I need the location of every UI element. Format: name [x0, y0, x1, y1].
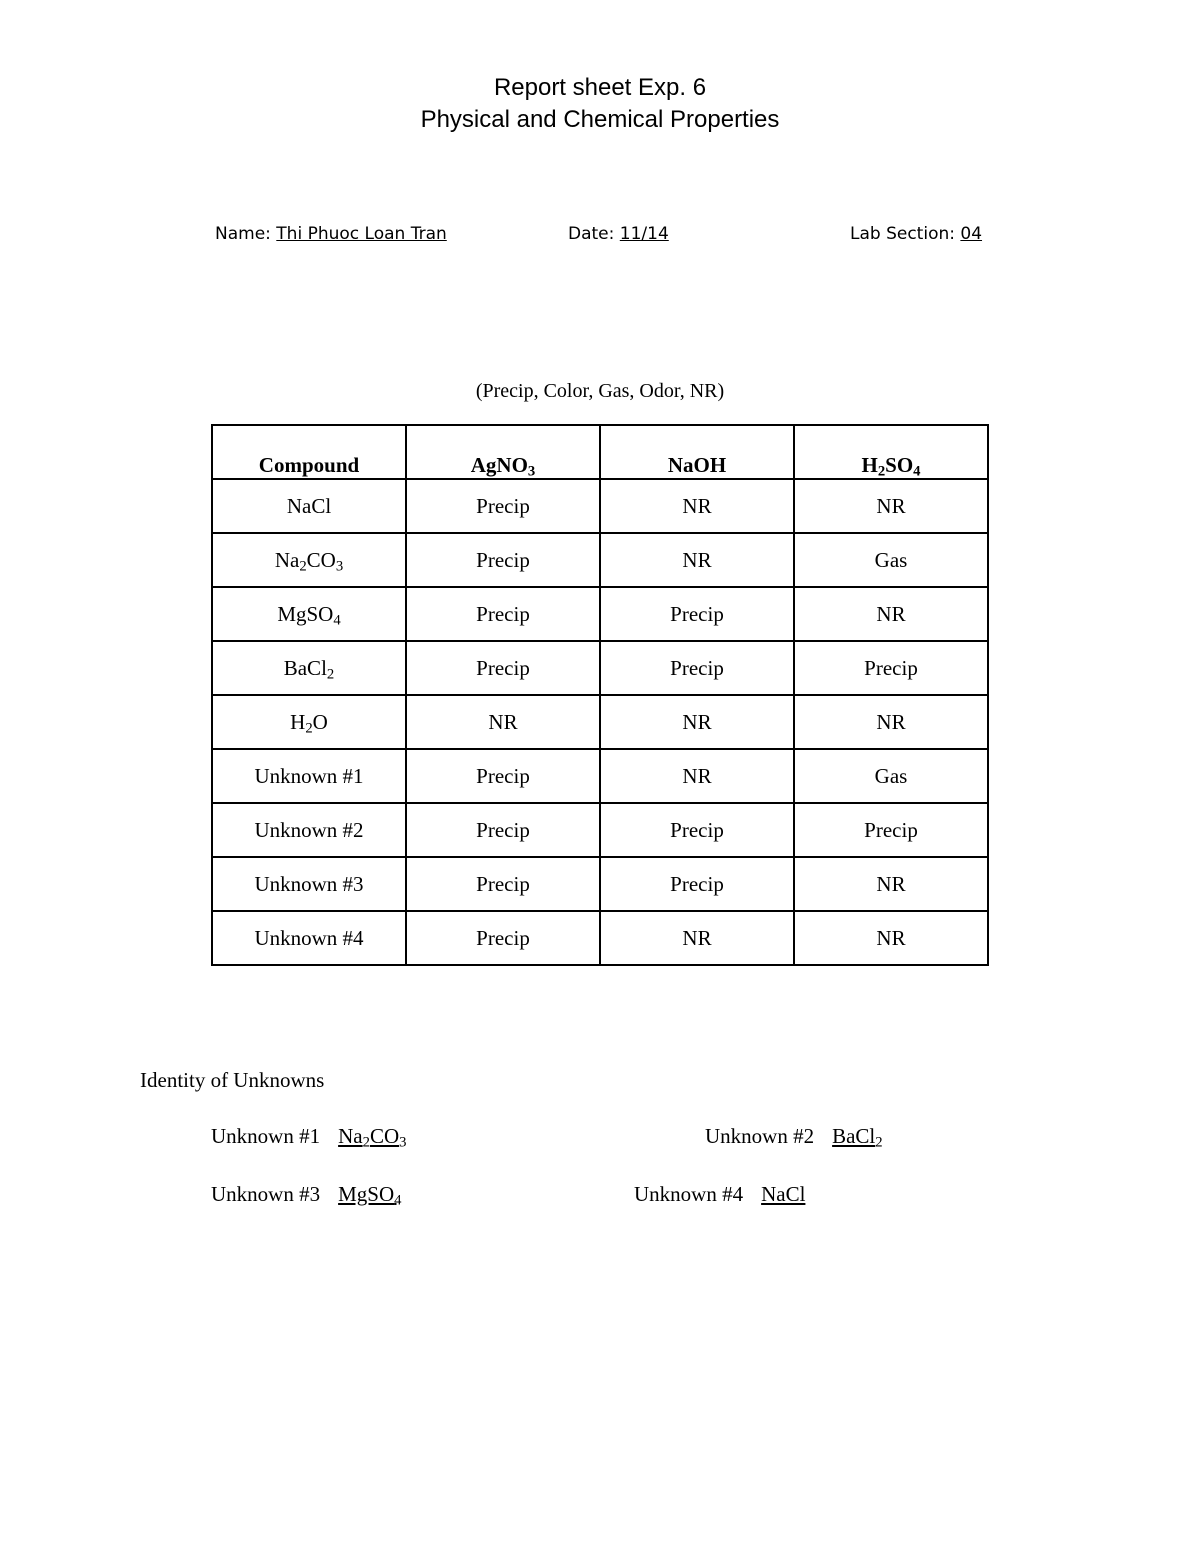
- lab-section-value: 04: [960, 224, 983, 244]
- table-row: [212, 641, 988, 695]
- result-cell: NR: [600, 695, 794, 749]
- table-row: [212, 695, 988, 749]
- unknown-2-identity: [705, 1124, 883, 1149]
- result-cell: Gas: [794, 749, 988, 803]
- result-cell: Precip: [600, 587, 794, 641]
- table-row: [212, 533, 988, 587]
- result-cell: NR: [600, 911, 794, 965]
- result-cell: Precip: [406, 911, 600, 965]
- compound-cell: Unknown #4: [212, 911, 406, 965]
- table-row: [212, 587, 988, 641]
- unknown-answer: BaCl$_2$: [832, 1124, 883, 1151]
- result-cell: NR: [794, 587, 988, 641]
- observation-legend: (Precip, Color, Gas, Odor, NR): [475, 380, 725, 402]
- unknown-1-identity: [211, 1124, 406, 1149]
- result-cell: Precip: [600, 857, 794, 911]
- result-cell: Gas: [794, 533, 988, 587]
- result-cell: NR: [406, 695, 600, 749]
- header-agno3: AgNO$_3$: [406, 425, 600, 479]
- unknown-3-identity: [211, 1182, 401, 1207]
- result-cell: NR: [600, 479, 794, 533]
- lab-section-field: [850, 222, 982, 246]
- result-cell: Precip: [406, 641, 600, 695]
- lab-section-label: Lab Section:: [850, 224, 955, 244]
- unknown-answer: MgSO$_4$: [338, 1182, 402, 1209]
- result-cell: Precip: [406, 533, 600, 587]
- result-cell: NR: [794, 479, 988, 533]
- compound-cell: MgSO$_4$: [212, 587, 406, 641]
- table-row: [212, 857, 988, 911]
- identity-title: Identity of Unknowns: [140, 1068, 325, 1092]
- unknown-label: Unknown #1: [211, 1124, 321, 1148]
- result-cell: NR: [600, 749, 794, 803]
- date-field: [568, 222, 669, 246]
- table-row: [212, 803, 988, 857]
- result-cell: Precip: [600, 803, 794, 857]
- header-naoh: NaOH: [600, 425, 794, 479]
- date-label: Date:: [568, 224, 615, 244]
- compound-cell: BaCl$_2$: [212, 641, 406, 695]
- unknown-label: Unknown #2: [705, 1124, 815, 1148]
- compound-cell: Unknown #3: [212, 857, 406, 911]
- result-cell: Precip: [406, 749, 600, 803]
- unknown-answer: $Na_2CO_3$: [338, 1124, 407, 1151]
- table-row: [212, 911, 988, 965]
- result-cell: NR: [600, 533, 794, 587]
- name-label: Name:: [215, 224, 271, 244]
- result-cell: NR: [794, 857, 988, 911]
- name-value: Thi Phuoc Loan Tran: [276, 224, 447, 244]
- result-cell: NR: [794, 911, 988, 965]
- table-row: [212, 479, 988, 533]
- result-cell: Precip: [406, 587, 600, 641]
- compound-cell: Unknown #1: [212, 749, 406, 803]
- header-h2so4: $H_2SO_4$: [794, 425, 988, 479]
- result-cell: Precip: [600, 641, 794, 695]
- result-cell: NR: [794, 695, 988, 749]
- result-cell: Precip: [406, 803, 600, 857]
- result-cell: Precip: [794, 641, 988, 695]
- unknown-4-identity: [634, 1182, 805, 1207]
- report-title: Report sheet Exp. 6: [493, 74, 707, 101]
- results-table: [211, 424, 989, 966]
- header-compound: Compound: [212, 425, 406, 479]
- table-header-row: [212, 425, 988, 479]
- unknown-answer: NaCl: [761, 1182, 806, 1206]
- result-cell: Precip: [406, 479, 600, 533]
- date-value: 11/14: [619, 224, 669, 244]
- compound-cell: NaCl: [212, 479, 406, 533]
- unknown-label: Unknown #3: [211, 1182, 321, 1206]
- table-row: [212, 749, 988, 803]
- report-subtitle: Physical and Chemical Properties: [420, 106, 780, 133]
- result-cell: Precip: [406, 857, 600, 911]
- compound-cell: $H_2O$: [212, 695, 406, 749]
- compound-cell: $Na_2CO_3$: [212, 533, 406, 587]
- compound-cell: Unknown #2: [212, 803, 406, 857]
- name-field: [215, 222, 447, 246]
- result-cell: Precip: [794, 803, 988, 857]
- unknown-label: Unknown #4: [634, 1182, 744, 1206]
